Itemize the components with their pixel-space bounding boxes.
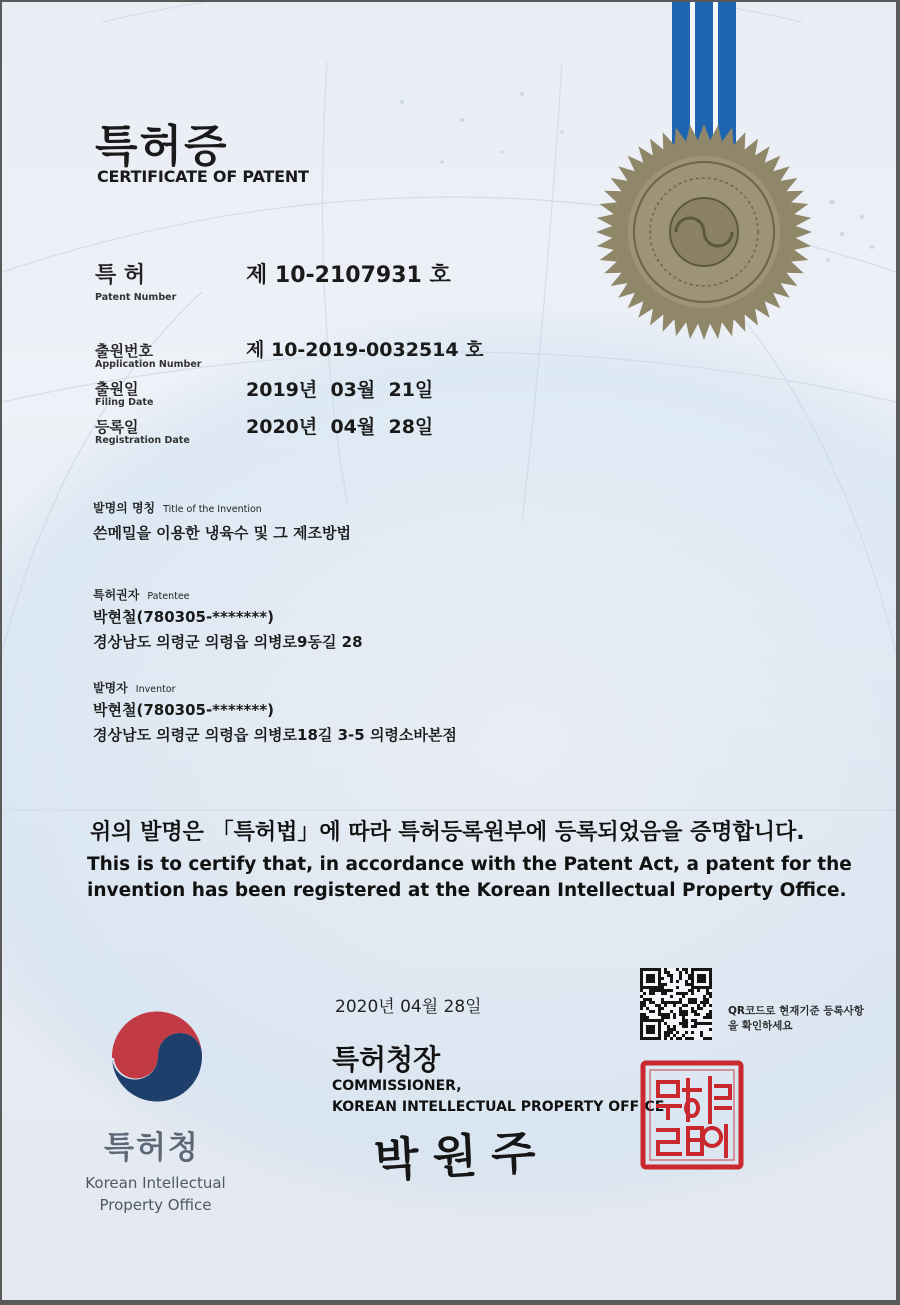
inventor-address: 경상남도 의령군 의령읍 의병로18길 3-5 의령소바본점: [93, 726, 457, 744]
official-red-seal-icon: [640, 1060, 744, 1170]
patentee-address: 경상남도 의령군 의령읍 의병로9동길 28: [93, 633, 363, 651]
application-number-label-en: Application Number: [95, 359, 202, 370]
patentee-label: [93, 586, 190, 603]
commissioner-signature: 박원주: [372, 1124, 551, 1188]
application-number-value: 제 10-2019-0032514 호: [246, 339, 484, 361]
patent-number-label: 특 허: [95, 263, 146, 288]
inventor-label: [93, 679, 176, 696]
registration-date-label-en: Registration Date: [95, 435, 190, 446]
filing-date-value: 2019년 03월 21일: [246, 379, 434, 401]
patentee-name: 박현철(780305-*******): [93, 608, 274, 626]
invention-title-label-en: Title of the Invention: [163, 504, 262, 515]
commissioner-title-ko: 특허청장: [332, 1043, 441, 1076]
qr-code-note: QR코드로 현재기준 등록사항을 확인하세요: [728, 1005, 864, 1032]
invention-title-label: [93, 499, 262, 516]
filing-date-label-en: Filing Date: [95, 397, 154, 408]
office-name-en: KOREAN INTELLECTUAL PROPERTY OFFICE: [332, 1099, 665, 1115]
patent-number-value: 제 10-2107931 호: [246, 263, 451, 288]
qr-code-icon[interactable]: [640, 968, 712, 1040]
inventor-label-en: Inventor: [135, 684, 176, 695]
inventor-name: 박현철(780305-*******): [93, 701, 274, 719]
application-number-label: 출원번호: [95, 342, 153, 360]
kipo-name-en: Korean Intellectual Property Office: [85, 1174, 226, 1214]
certificate-sheet: [2, 2, 896, 1300]
certificate-title-en: CERTIFICATE OF PATENT: [97, 167, 309, 186]
filing-date-label: 출원일: [95, 380, 139, 398]
issue-date: 2020년 04월 28일: [335, 997, 482, 1017]
commissioner-title-en: COMMISSIONER,: [332, 1078, 462, 1094]
gold-seal-icon: [594, 122, 814, 342]
patentee-label-en: Patentee: [147, 591, 190, 602]
invention-title-label-ko: 발명의 명칭: [93, 501, 156, 515]
registration-date-value: 2020년 04월 28일: [246, 416, 434, 438]
certificate-title: 특허증: [95, 121, 229, 172]
patent-number-label-en: Patent Number: [95, 292, 177, 303]
kipo-taegeuk-logo-icon: [102, 1000, 212, 1110]
certification-statement-ko: 위의 발명은 「특허법」에 따라 특허등록원부에 등록되었음을 증명합니다.: [90, 820, 805, 845]
inventor-label-ko: 발명자: [93, 681, 128, 695]
certification-statement-en: This is to certify that, in accordance with the Patent Act, a patent for the invention has been registered at the Korean Intellectual Property Office.: [87, 854, 852, 901]
kipo-name-ko: 특허청: [104, 1130, 200, 1166]
registration-date-label: 등록일: [95, 418, 139, 436]
invention-title: 쓴메밀을 이용한 냉육수 및 그 제조방법: [93, 524, 351, 542]
patentee-label-ko: 특허권자: [93, 588, 140, 602]
